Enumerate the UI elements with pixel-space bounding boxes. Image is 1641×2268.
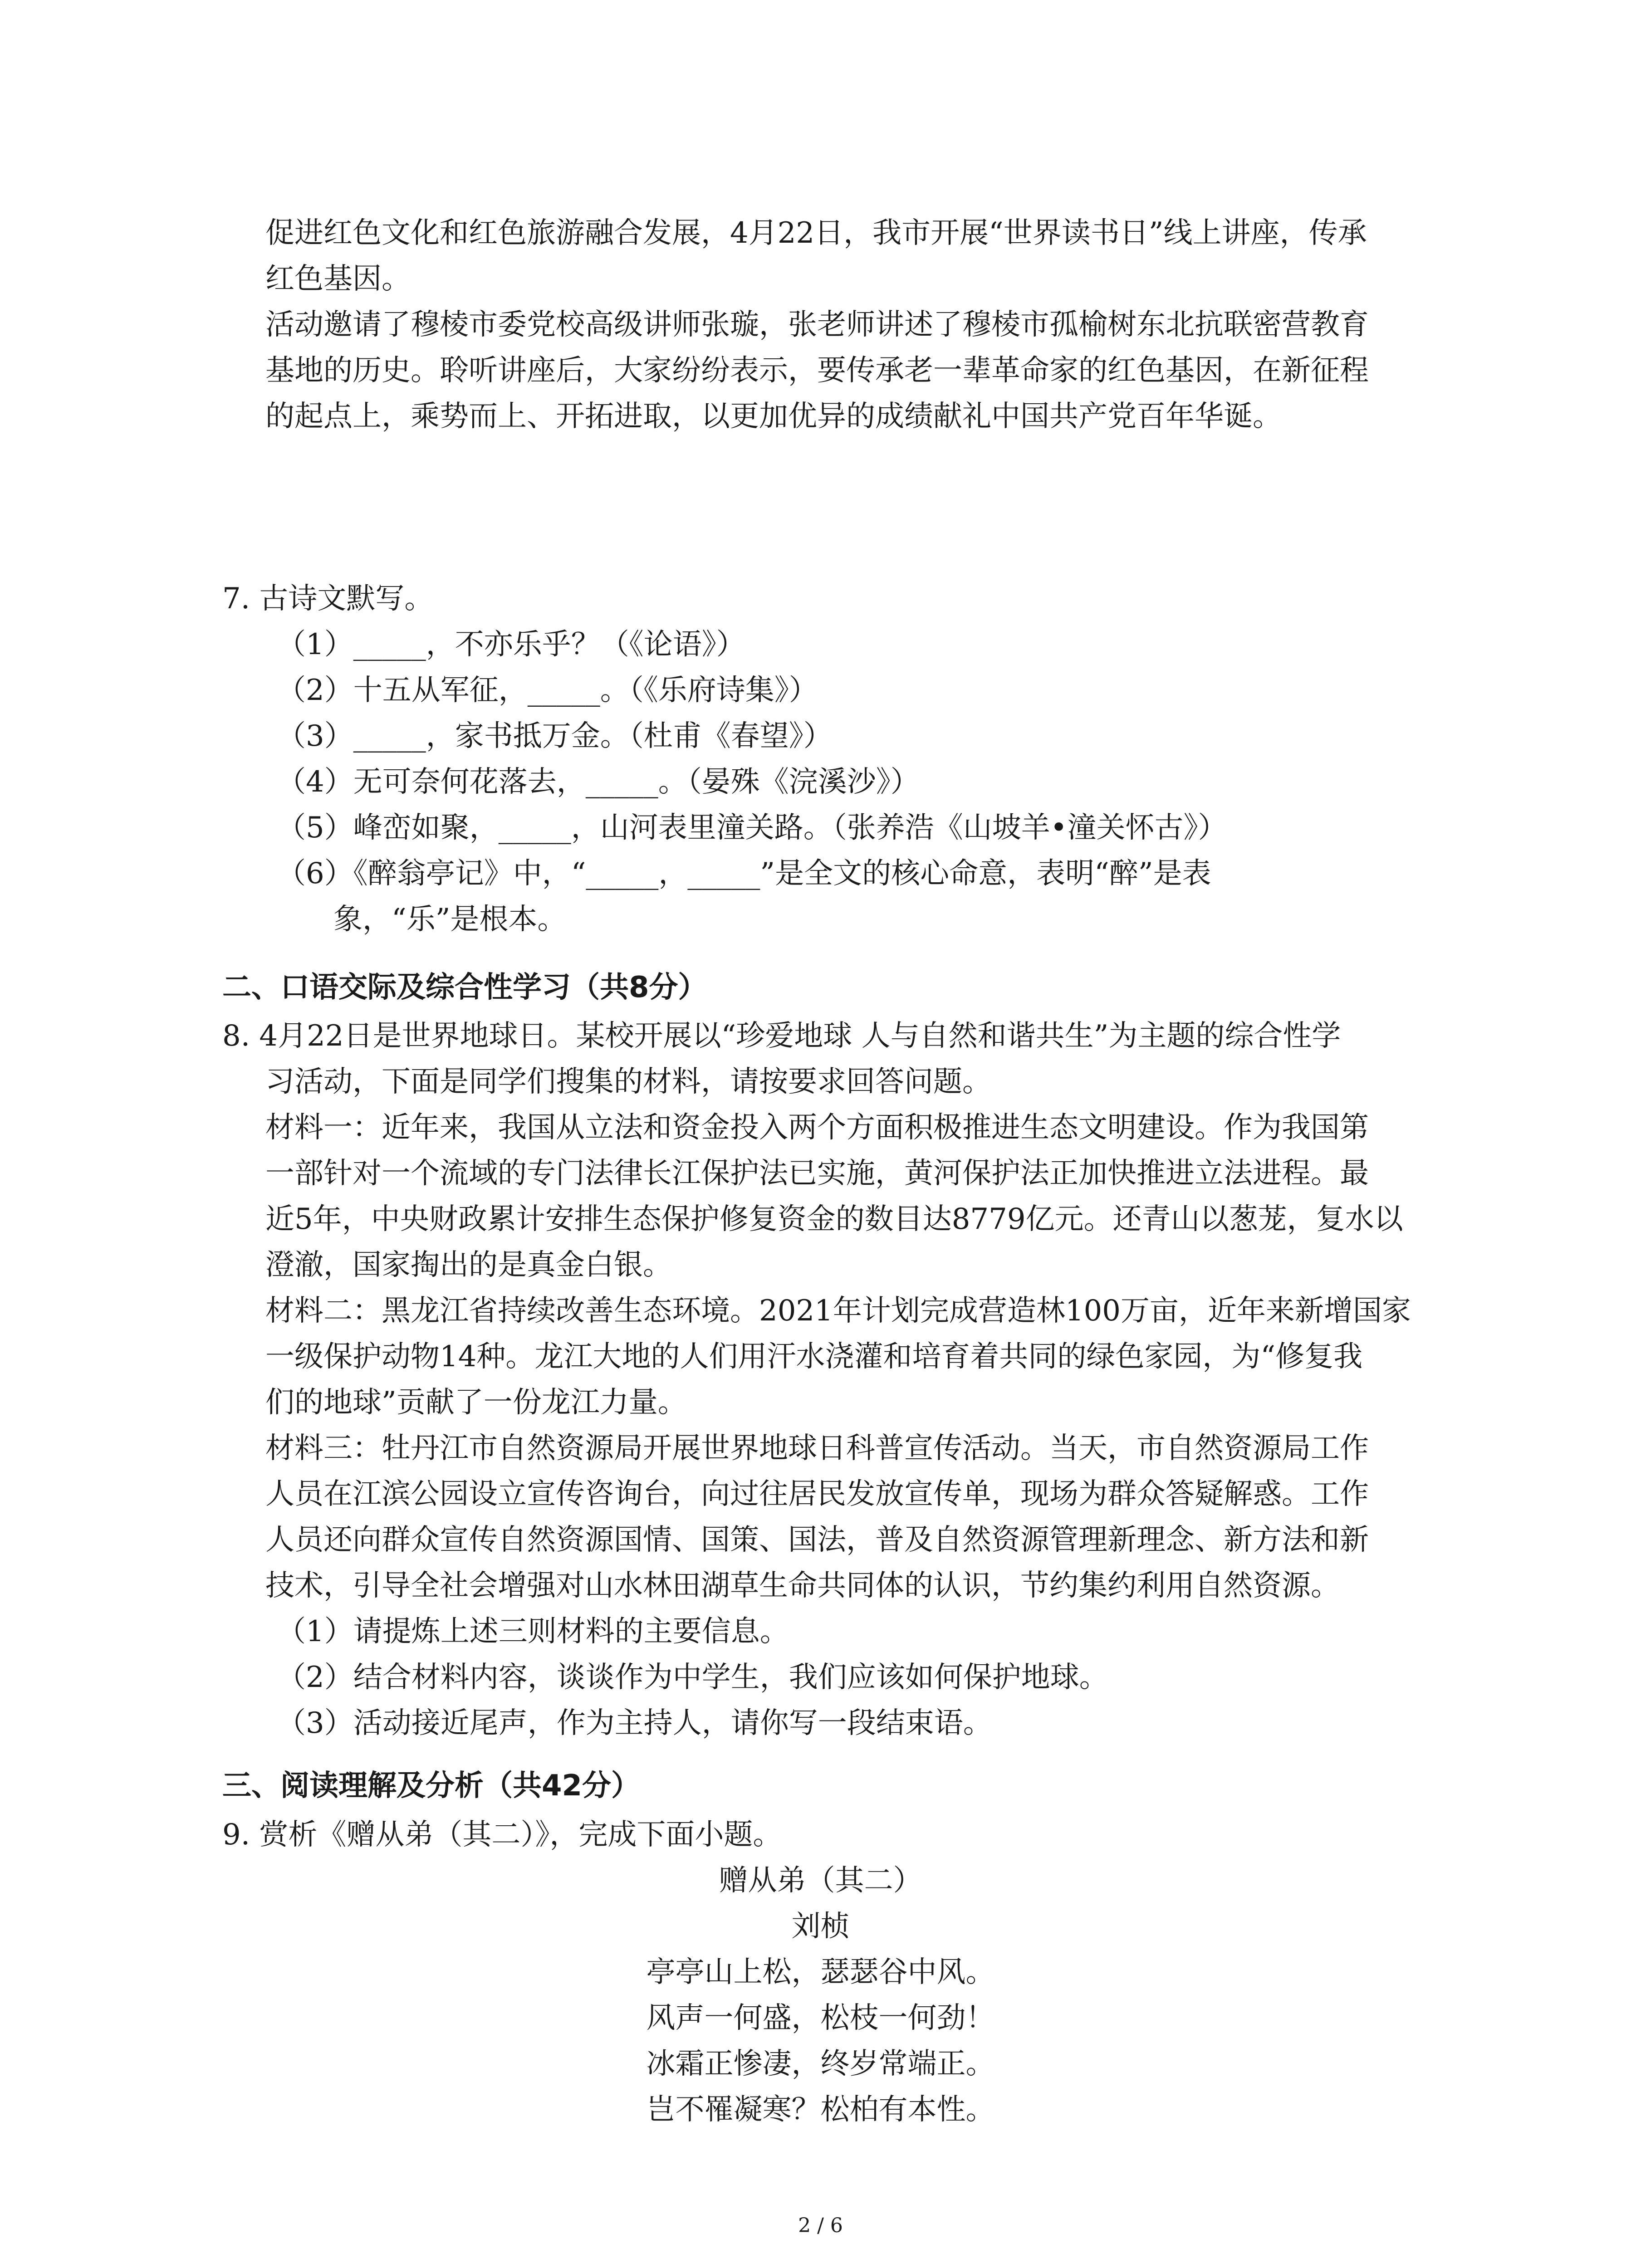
poem-author: 刘桢 (791, 1910, 850, 1943)
section-heading: 三、阅读理解及分析（共42分） (222, 1769, 641, 1803)
question-9-stem: 9. 赏析《赠从弟（其二）》，完成下面小题。 (222, 1818, 782, 1852)
poem-line: 冰霜正惨凄，终岁常端正。 (646, 2047, 995, 2081)
intro-line: 活动邀请了穆棱市委党校高级讲师张璇，张老师讲述了穆棱市孤榆树东北抗联密营教育 (265, 308, 1369, 342)
question-8-subquestion: （3）活动接近尾声，作为主持人，请你写一段结束语。 (277, 1706, 992, 1740)
question-8-line: 们的地球”贡献了一份龙江力量。 (265, 1386, 687, 1419)
question-8-line: 人员在江滨公园设立宣传咨询台，向过往居民发放宣传单，现场为群众答疑解惑。工作 (265, 1477, 1369, 1511)
poem-line: 岂不罹凝寒？松柏有本性。 (646, 2093, 995, 2126)
question-7-stem: 7. 古诗文默写。 (222, 582, 434, 616)
q7-item: （5）峰峦如聚，_____，山河表里潼关路。（张养浩《山坡羊•潼关怀古》） (277, 811, 1227, 845)
page-number: 2 / 6 (798, 2214, 843, 2237)
question-8-line: 人员还向群众宣传自然资源国情、国策、国法，普及自然资源管理新理念、新方法和新 (265, 1523, 1369, 1557)
question-8-line: 材料一：近年来，我国从立法和资金投入两个方面积极推进生态文明建设。作为我国第 (265, 1111, 1369, 1144)
question-8-line: 近5年，中央财政累计安排生态保护修复资金的数目达8779亿元。还青山以葱茏，复水以 (265, 1202, 1403, 1236)
question-8-line: 8. 4月22日是世界地球日。某校开展以“珍爱地球 人与自然和谐共生”为主题的综合性学 (222, 1019, 1341, 1053)
q7-item: （2）十五从军征，_____。（《乐府诗集》） (277, 674, 818, 707)
intro-line: 红色基因。 (265, 262, 411, 296)
question-8-line: 澄澈，国家掏出的是真金白银。 (265, 1248, 672, 1282)
question-8-line: 材料二：黑龙江省持续改善生态环境。2021年计划完成营造林100万亩，近年来新增国家 (265, 1294, 1411, 1328)
poem-line: 亭亭山上松，瑟瑟谷中风。 (646, 1955, 995, 1989)
question-8-line: 习活动，下面是同学们搜集的材料，请按要求回答问题。 (265, 1065, 991, 1099)
question-8-line: 技术，引导全社会增强对山水林田湖草生命共同体的认识，节约集约利用自然资源。 (265, 1569, 1340, 1603)
q7-item: （1）_____，不亦乐乎？（《论语》） (277, 628, 745, 661)
poem-line: 风声一何盛，松枝一何劲！ (646, 2001, 995, 2035)
q7-item: （4）无可奈何花落去，_____。（晏殊《浣溪沙》） (277, 765, 920, 799)
question-8-subquestion: （2）结合材料内容，谈谈作为中学生，我们应该如何保护地球。 (277, 1661, 1108, 1694)
section-heading: 二、口语交际及综合性学习（共8分） (222, 971, 707, 1004)
q7-item: （6）《醉翁亭记》中，“_____，_____”是全文的核心命意，表明“醉”是表 (277, 857, 1211, 890)
question-8-line: 一部针对一个流域的专门法律长江保护法已实施，黄河保护法正加快推进立法进程。最 (265, 1157, 1369, 1190)
q7-item: （3）_____，家书抵万金。（杜甫《春望》） (277, 719, 833, 753)
intro-line: 的起点上，乘势而上、开拓进取，以更加优异的成绩献礼中国共产党百年华诞。 (265, 400, 1282, 433)
question-8-line: 一级保护动物14种。龙江大地的人们用汗水浇灌和培育着共同的绿色家园，为“修复我 (265, 1340, 1363, 1374)
question-8-subquestion: （1）请提炼上述三则材料的主要信息。 (277, 1615, 789, 1648)
intro-line: 促进红色文化和红色旅游融合发展，4月22日，我市开展“世界读书日”线上讲座，传承 (265, 216, 1367, 250)
intro-line: 基地的历史。聆听讲座后，大家纷纷表示，要传承老一辈革命家的红色基因，在新征程 (265, 354, 1369, 387)
poem-title: 赠从弟（其二） (719, 1864, 922, 1897)
q7-item-continued: 象，“乐”是根本。 (333, 903, 567, 936)
question-8-line: 材料三：牡丹江市自然资源局开展世界地球日科普宣传活动。当天，市自然资源局工作 (265, 1432, 1369, 1465)
